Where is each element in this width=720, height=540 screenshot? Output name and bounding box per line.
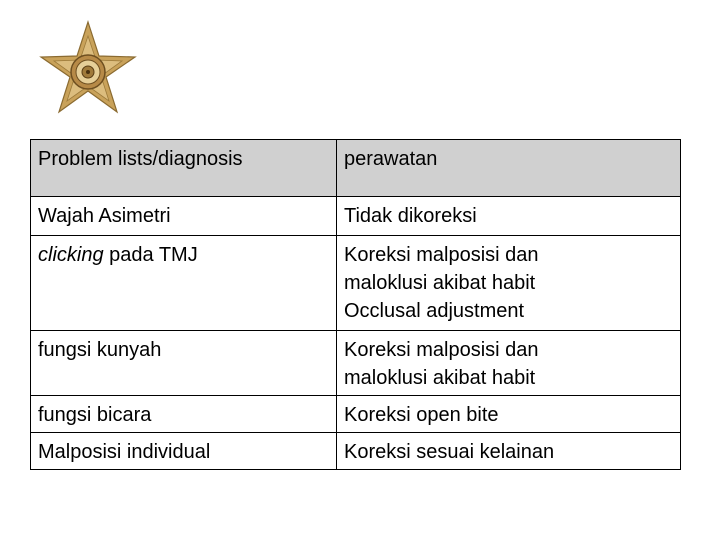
problem-cell: fungsi bicara — [31, 396, 337, 433]
table-row — [31, 396, 681, 433]
problem-cell — [31, 236, 337, 331]
university-emblem-icon — [36, 20, 140, 124]
treatment-plan-table — [30, 139, 681, 470]
table-row — [31, 236, 681, 331]
treatment-cell — [337, 396, 681, 433]
treatment-cell — [337, 331, 681, 396]
treatment-cell — [337, 197, 681, 236]
problem-text: pada TMJ — [103, 244, 198, 266]
treatment-line: maloklusi akibat habit — [344, 367, 536, 389]
treatment-line: Koreksi open bite — [344, 404, 499, 426]
treatment-line: maloklusi akibat habit — [344, 272, 536, 294]
table-row — [31, 433, 681, 470]
treatment-line: Koreksi malposisi dan — [344, 339, 539, 361]
table-row — [31, 197, 681, 236]
treatment-line: Occlusal adjustment — [344, 300, 525, 322]
problem-cell: fungsi kunyah — [31, 331, 337, 396]
problem-cell: Malposisi individual — [31, 433, 337, 470]
header-problem: Problem lists/diagnosis — [31, 140, 337, 197]
treatment-line: Tidak dikoreksi — [344, 205, 477, 227]
problem-cell: Wajah Asimetri — [31, 197, 337, 236]
treatment-line: Koreksi malposisi dan — [344, 244, 539, 266]
treatment-cell — [337, 236, 681, 331]
table-row — [31, 331, 681, 396]
problem-emphasis: clicking — [38, 244, 104, 266]
treatment-line: Koreksi sesuai kelainan — [344, 441, 555, 463]
header-treatment: perawatan — [337, 140, 681, 197]
treatment-cell — [337, 433, 681, 470]
table-header-row — [31, 140, 681, 197]
